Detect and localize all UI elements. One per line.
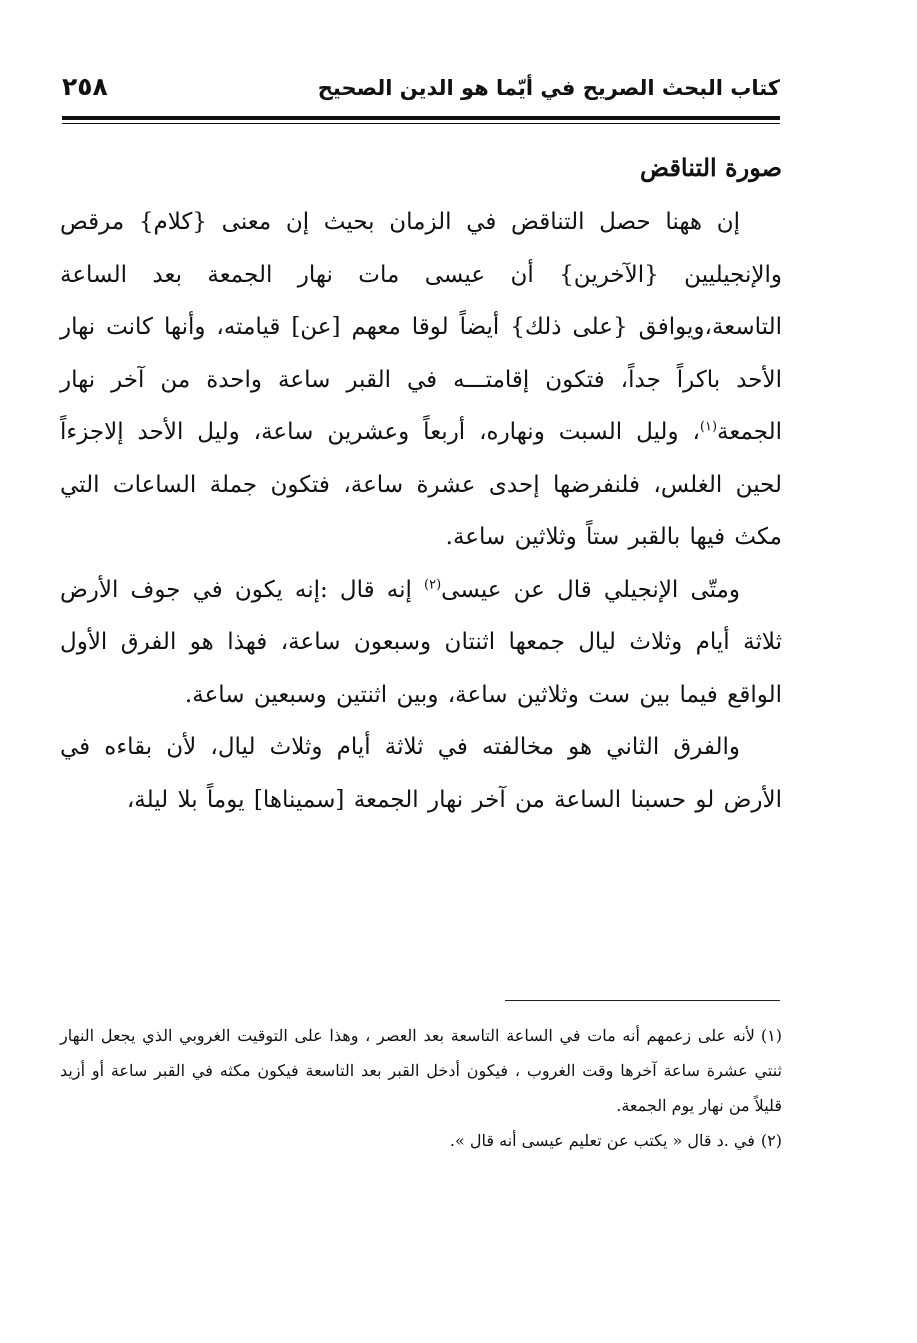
paragraph-2-text-b: إنه قال :إنه يكون في جوف الأرض ثلاثة أيام وثلاث ليال جمعها اثنتان وسبعون ساعة، فهذا هو الفرق الأول الواقع فيما بين ست وثلاثين ساعة، وبين اثنتين وسبعين ساعة. (60, 576, 782, 708)
running-header (62, 72, 780, 110)
header-rule-thin (62, 123, 780, 124)
footnote-2-number: (٢) (760, 1131, 782, 1150)
footnote-2-text: في .د قال « يكتب عن تعليم عيسى أنه قال ». (449, 1131, 755, 1150)
paragraph-2 (60, 564, 782, 722)
paragraph-2-text-a: ومتّى الإنجيلي قال عن عيسى (441, 576, 740, 603)
page-number: ٢٥٨ (62, 72, 108, 101)
section-heading: صورة التناقض (640, 153, 782, 182)
footnote-1-number: (١) (760, 1026, 782, 1045)
header-rule-thick (62, 116, 780, 120)
footnote-ref-2: (٢) (424, 576, 442, 592)
footnote-1 (60, 1018, 782, 1123)
page-body (60, 148, 782, 826)
footnotes (60, 1018, 782, 1158)
footnote-ref-1: (١) (699, 419, 718, 435)
footnote-2 (60, 1123, 782, 1158)
book-title: كتاب البحث الصريح في أيّما هو الدين الصحيح (317, 76, 780, 100)
paragraph-1 (60, 196, 782, 564)
paragraph-1-text-b: ، وليل السبت ونهاره، أربعاً وعشرين ساعة، وليل الأحد إلاجزءاً لحين الغلس، فلنفرضها إحدى عشرة ساعة، فتكون جملة الساعات التي مكث فيها بالقبر ستاً وثلاثين ساعة. (60, 419, 782, 550)
footnote-1-text: لأنه على زعمهم أنه مات في الساعة التاسعة بعد العصر ، وهذا على التوقيت الغروبي الذي يجعل النهار ثنتي عشرة ساعة آخرها وقت الغروب ، فيكون أدخل القبر بعد التاسعة فيكون مكثه في القبر ساعة أو أزيد قليلاً من نهار يوم الجمعة. (60, 1026, 782, 1115)
footnote-separator (505, 1000, 780, 1001)
paragraph-3: والفرق الثاني هو مخالفته في ثلاثة أيام وثلاث ليال، لأن بقاءه في الأرض لو حسبنا الساعة من آخر نهار الجمعة [سميناها] يوماً بلا ليلة، (60, 734, 782, 813)
paragraph-1-text-a: إن ههنا حصل التناقض في الزمان بحيث إن معنى {كلام} مرقص والإنجيليين {الآخرين} أن عيسى مات نهار الجمعة بعد الساعة التاسعة،ويوافق {على ذلك} أيضاً لوقا معهم [عن] قيامته، وأنها كانت نهار الأحد باكراً جداً، فتكون إقامتـــه في القبر ساعة واحدة من آخر نهار الجمعة (60, 209, 782, 445)
